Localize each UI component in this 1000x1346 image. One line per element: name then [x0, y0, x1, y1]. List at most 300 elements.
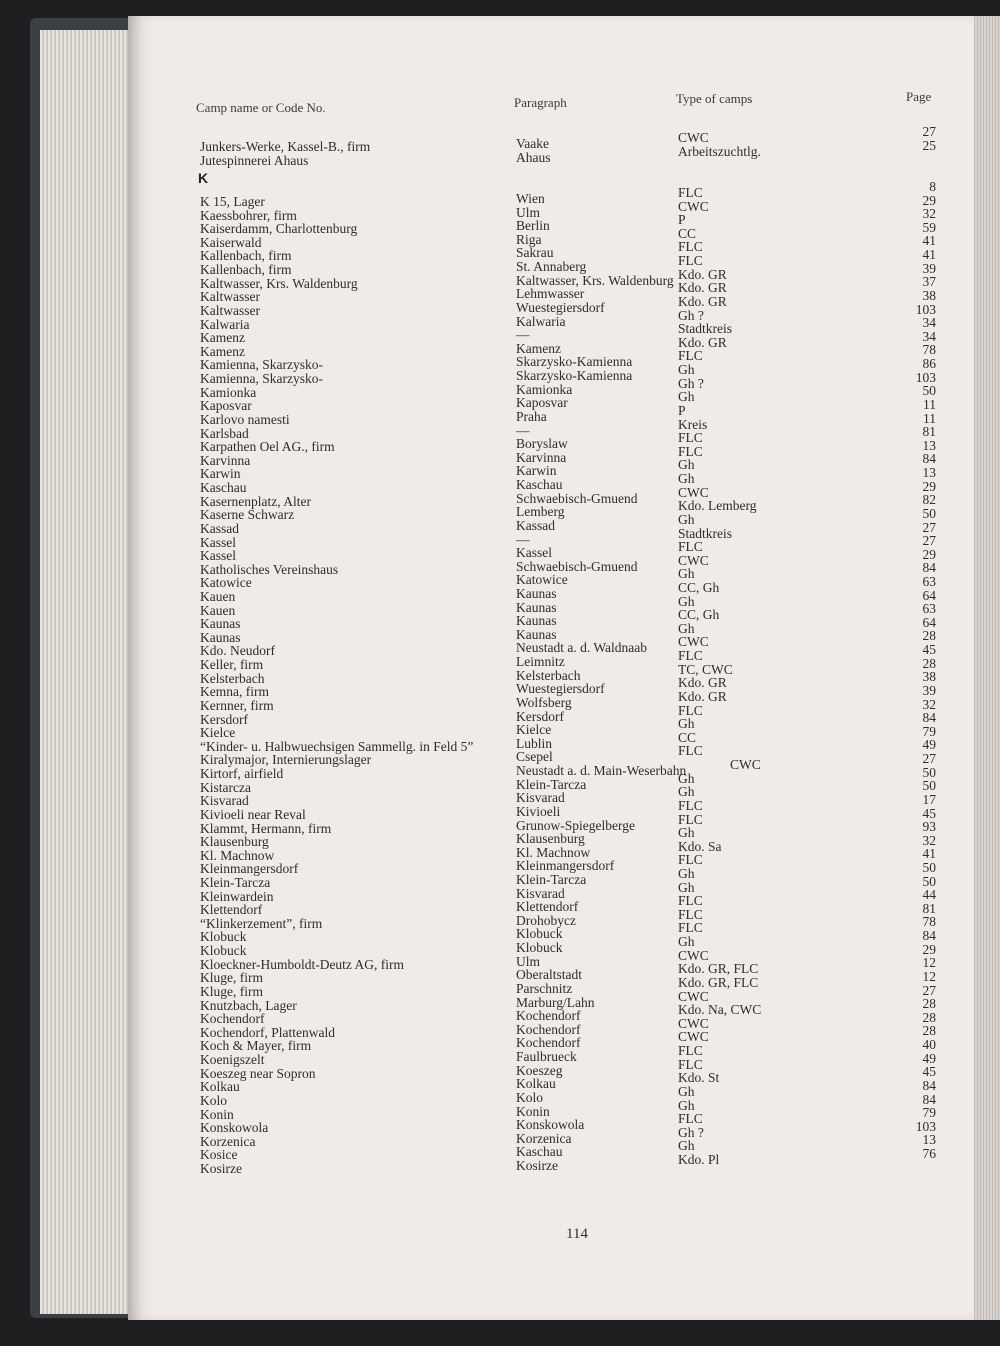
camp-type-cell: Gh ?: [678, 1124, 704, 1140]
paragraph-cell: Marburg/Lahn: [516, 994, 595, 1010]
camp-name-cell: Kleinwardein: [200, 888, 274, 904]
camp-name-cell: Kassel: [200, 534, 236, 550]
camp-name-cell: Kaltwasser: [200, 289, 260, 305]
paragraph-cell: Kisvarad: [516, 790, 565, 806]
camp-name-cell: Kirtorf, airfield: [200, 766, 284, 782]
paragraph-cell: Kassad: [516, 517, 555, 533]
camp-name-cell: Kernner, firm: [200, 697, 274, 713]
camp-type-cell: Kdo. GR, FLC: [678, 974, 759, 990]
page-cell: 34: [922, 315, 936, 331]
page-cell: 78: [922, 914, 936, 930]
camp-type-cell: FLC: [678, 893, 703, 909]
camp-type-cell: FLC: [678, 811, 703, 827]
camp-name-cell: Kivioeli near Reval: [200, 806, 306, 822]
camp-name-cell: Kalwaria: [200, 316, 250, 332]
paragraph-cell: Kassel: [516, 545, 552, 561]
paragraph-cell: Kaunas: [516, 585, 557, 601]
paragraph-cell: Kalwaria: [516, 313, 566, 329]
camp-type-cell: FLC: [678, 797, 703, 813]
camp-type-cell: Gh: [678, 1083, 695, 1099]
paragraph-cell: Katowice: [516, 572, 568, 588]
camp-name-cell: Kaschau: [200, 480, 247, 496]
camp-type-cell: FLC: [678, 253, 703, 269]
paragraph-cell: Konskowola: [516, 1117, 585, 1133]
camp-type-cell: Gh ?: [678, 307, 704, 323]
camp-name-cell: Kluge, firm: [200, 970, 263, 986]
camp-name-cell: Kamenz: [200, 343, 245, 359]
paragraph-cell: Schwaebisch-Gmuend: [516, 558, 638, 574]
page-cell: 45: [922, 805, 936, 821]
camp-type-cell: CC, Gh: [678, 607, 720, 623]
page-cell: 103: [915, 1118, 936, 1134]
camp-name-cell: Kelsterbach: [200, 670, 265, 686]
paragraph-cell: Wien: [516, 191, 545, 206]
camp-type-cell: Kdo. Na, CWC: [678, 1002, 762, 1018]
paragraph-cell: Boryslaw: [516, 436, 568, 452]
page-cell: 84: [922, 928, 936, 944]
camp-type-cell: Kdo. Pl: [678, 1152, 720, 1168]
page-cell: 13: [922, 465, 936, 481]
camp-type-cell: CC, Gh: [678, 579, 720, 595]
page-cell: 29: [922, 192, 936, 208]
page-cell: 38: [922, 287, 936, 303]
camp-name-cell: Koch & Mayer, firm: [200, 1038, 312, 1054]
camp-type-cell: Gh: [678, 362, 695, 378]
paragraph-cell: Csepel: [516, 749, 553, 765]
page-number: 114: [566, 1226, 588, 1242]
camp-type-cell: Gh: [678, 471, 695, 487]
page-cell: 103: [915, 301, 936, 317]
camp-name-cell: Kl. Machnow: [200, 847, 275, 863]
camp-name-cell: Kemna, firm: [200, 684, 269, 700]
camp-name-cell: Kaserne Schwarz: [200, 507, 295, 523]
paragraph-cell: Oberaltstadt: [516, 967, 582, 983]
camp-type-cell: Gh: [678, 934, 695, 950]
camp-name-cell: Kallenbach, firm: [200, 248, 292, 264]
camp-type-cell: Gh: [678, 879, 695, 895]
camp-type-cell: Gh: [678, 770, 695, 786]
camp-name-cell: Karvinna: [200, 452, 251, 468]
camp-name-cell: Kolo: [200, 1092, 227, 1108]
page-cell: 81: [922, 424, 936, 440]
camp-type-cell: Gh: [678, 1138, 695, 1154]
paragraph-cell: Kolkau: [516, 1076, 556, 1092]
paragraph-cell: Klausenburg: [516, 831, 585, 847]
page-cell: 45: [922, 1064, 936, 1080]
page-cell: 40: [922, 1037, 936, 1053]
paragraph-cell: Grunow-Spiegelberge: [516, 817, 635, 833]
camp-type-cell: CWC: [678, 947, 709, 963]
paragraph-cell: Klein-Tarcza: [516, 872, 587, 887]
paragraph-cell: Kochendorf: [516, 1008, 581, 1024]
paragraph-cell: —: [516, 422, 530, 438]
header-page: Page: [906, 89, 932, 104]
camp-type-cell: FLC: [678, 1043, 703, 1059]
camp-type-cell: Kdo. GR: [678, 293, 727, 309]
camp-type-cell: CWC: [678, 484, 709, 500]
camp-name-cell: Klobuck: [200, 943, 247, 959]
table-row: [200, 124, 936, 154]
paragraph-cell: Kamionka: [516, 381, 573, 397]
header-camp-name: Camp name or Code No.: [196, 100, 326, 115]
camp-name-cell: Klobuck: [200, 929, 247, 945]
camp-type-cell: FLC: [678, 648, 703, 664]
paragraph-cell: St. Annaberg: [516, 259, 587, 275]
page-cell: 27: [922, 519, 936, 535]
camp-name-cell: “Kinder- u. Halbwuechsigen Sammellg. in Feld 5”: [200, 738, 474, 754]
camp-name-cell: “Klinkerzement”, firm: [200, 915, 323, 931]
page-cell: 63: [922, 601, 936, 617]
camp-type-cell: CWC: [678, 552, 709, 568]
page-cell: 28: [922, 996, 936, 1012]
camp-name-cell: Klettendorf: [200, 902, 263, 918]
paragraph-cell: Wolfsberg: [516, 694, 572, 710]
camp-type-cell: P: [678, 402, 686, 418]
page-cell: 45: [922, 642, 936, 658]
paragraph-cell: Wuestegiersdorf: [516, 681, 605, 697]
camp-type-cell: FLC: [678, 185, 703, 200]
paragraph-cell: Kielce: [516, 722, 552, 738]
paragraph-cell: Kamenz: [516, 340, 561, 356]
page-cell: 27: [922, 982, 936, 998]
page-cell: 84: [922, 1077, 936, 1093]
camp-name-cell: Kasernenplatz, Alter: [200, 493, 311, 509]
camp-type-cell: FLC: [678, 852, 703, 868]
paragraph-cell: Kl. Machnow: [516, 844, 591, 860]
camp-name-cell: Katowice: [200, 575, 252, 591]
camp-type-cell: Gh ?: [678, 375, 704, 391]
camp-name-cell: Kauen: [200, 588, 236, 604]
paragraph-cell: Ahaus: [516, 149, 551, 165]
paragraph-cell: Kivioeli: [516, 803, 561, 819]
camp-name-cell: Kosirze: [200, 1161, 242, 1177]
camp-type-cell: Arbeitszuchtlg.: [678, 143, 761, 159]
page-cell: 59: [922, 219, 936, 235]
camp-name-cell: Kallenbach, firm: [200, 262, 292, 278]
camp-name-cell: Knutzbach, Lager: [200, 997, 297, 1013]
camp-type-cell: Kdo. Lemberg: [678, 498, 757, 514]
camp-type-cell: FLC: [678, 743, 703, 759]
paragraph-cell: Kolo: [516, 1089, 543, 1105]
camp-name-cell: Kaunas: [200, 616, 241, 632]
paragraph-cell: Kleinmangersdorf: [516, 858, 615, 874]
camp-name-cell: Klein-Tarcza: [200, 875, 271, 890]
camp-name-cell: Kosice: [200, 1147, 238, 1163]
camp-name-cell: Kersdorf: [200, 711, 248, 727]
paragraph-cell: Ulm: [516, 953, 541, 969]
camp-name-cell: Karlsbad: [200, 425, 249, 441]
paragraph-cell: Neustadt a. d. Main-Weserbahn: [516, 763, 687, 779]
paragraph-cell: Neustadt a. d. Waldnaab: [516, 640, 647, 656]
paragraph-cell: Kelsterbach: [516, 667, 581, 683]
page-cell: 39: [922, 260, 936, 276]
page-cell: 12: [922, 968, 936, 984]
camp-type-cell: FLC: [678, 443, 703, 459]
page-cell: 103: [915, 369, 936, 385]
camp-type-cell: CWC: [730, 757, 761, 773]
paragraph-cell: Kosirze: [516, 1158, 558, 1174]
camp-name-cell: Koeszeg near Sopron: [200, 1065, 316, 1081]
page-cell: 34: [922, 328, 936, 344]
camp-name-cell: Kluge, firm: [200, 983, 263, 999]
page-cell: 32: [922, 832, 936, 848]
camp-name-cell: Kaposvar: [200, 398, 252, 414]
page-cell: 28: [922, 1023, 936, 1039]
camp-type-cell: CC: [678, 225, 697, 241]
camp-type-cell: FLC: [678, 239, 703, 255]
camp-type-cell: Gh: [678, 389, 695, 405]
page-stack-right: [972, 16, 1000, 1320]
paragraph-cell: Lemberg: [516, 504, 565, 520]
camp-type-cell: Gh: [678, 866, 695, 881]
header-type: Type of camps: [676, 91, 753, 106]
camp-type-cell: CWC: [678, 130, 709, 145]
page-cell: 41: [922, 233, 936, 249]
camp-name-cell: Kleinmangersdorf: [200, 861, 299, 877]
page-cell: 78: [922, 342, 936, 358]
camp-type-cell: Kdo. GR: [678, 675, 727, 691]
paragraph-cell: Klein-Tarcza: [516, 776, 587, 792]
paragraph-cell: Riga: [516, 231, 542, 247]
camp-type-cell: FLC: [678, 1111, 703, 1127]
camp-type-cell: Kreis: [678, 416, 708, 432]
page-cell: 50: [922, 778, 936, 794]
page-cell: 84: [922, 1091, 936, 1107]
page-cell: 79: [922, 1105, 936, 1121]
camp-name-cell: K 15, Lager: [200, 194, 265, 209]
page-cell: 13: [922, 1132, 936, 1148]
page-cell: 50: [922, 860, 936, 875]
paragraph-cell: Kisvarad: [516, 885, 565, 901]
header-paragraph: Paragraph: [514, 95, 567, 110]
camp-type-cell: CWC: [678, 1029, 709, 1045]
camp-name-cell: Kaltwasser, Krs. Waldenburg: [200, 275, 358, 291]
page-cell: 29: [922, 941, 936, 957]
page-cell: 50: [922, 873, 936, 889]
paragraph-cell: —: [516, 327, 530, 343]
page-cell: 27: [922, 751, 936, 767]
paragraph-cell: Klobuck: [516, 926, 563, 942]
camp-type-cell: Gh: [678, 566, 695, 582]
page-cell: 84: [922, 560, 936, 576]
page-cell: 8: [929, 179, 936, 194]
page-cell: 93: [922, 819, 936, 835]
page-cell: 17: [922, 791, 936, 807]
paragraph-cell: Konin: [516, 1103, 550, 1119]
camp-type-cell: Stadtkreis: [678, 525, 732, 541]
page-cell: 28: [922, 628, 936, 644]
camp-type-cell: FLC: [678, 906, 703, 922]
camp-name-cell: Kaltwasser: [200, 302, 260, 318]
paragraph-cell: Klobuck: [516, 940, 563, 956]
camp-type-cell: FLC: [678, 430, 703, 446]
camp-type-cell: Kdo. GR: [678, 280, 727, 296]
page-stack-left: [40, 30, 140, 1314]
page-cell: 11: [923, 396, 936, 412]
camp-name-cell: Karpathen Oel AG., firm: [200, 439, 335, 455]
camp-name-cell: Kaunas: [200, 629, 241, 645]
camp-name-cell: Karlovo namesti: [200, 411, 290, 427]
camp-type-cell: CWC: [678, 634, 709, 650]
page-cell: 84: [922, 710, 936, 726]
page-cell: 27: [922, 124, 936, 139]
paragraph-cell: Lublin: [516, 735, 552, 751]
camp-name-cell: Korzenica: [200, 1133, 256, 1149]
page-cell: 38: [922, 669, 936, 685]
page-cell: 50: [922, 764, 936, 780]
camp-name-cell: Kaessbohrer, firm: [200, 207, 297, 223]
paragraph-cell: Lehmwasser: [516, 286, 585, 302]
camp-type-cell: Stadtkreis: [678, 321, 732, 337]
camp-name-cell: Kamienna, Skarzysko-: [200, 371, 323, 387]
page-cell: 64: [922, 587, 936, 603]
paragraph-cell: Klettendorf: [516, 899, 579, 915]
paragraph-cell: Leimnitz: [516, 654, 565, 670]
camp-type-cell: Gh: [678, 457, 695, 473]
page-cell: 82: [922, 492, 936, 508]
paragraph-cell: Skarzysko-Kamienna: [516, 354, 633, 370]
camp-type-cell: Gh: [678, 716, 695, 732]
camp-type-cell: CC: [678, 729, 697, 745]
camp-type-cell: FLC: [678, 702, 703, 718]
page-cell: 28: [922, 655, 936, 671]
page-cell: 39: [922, 682, 936, 698]
paragraph-cell: Berlin: [516, 218, 550, 234]
page-cell: 32: [922, 206, 936, 222]
paragraph-cell: Wuestegiersdorf: [516, 299, 605, 315]
camp-name-cell: Kdo. Neudorf: [200, 643, 275, 659]
camp-type-cell: Gh: [678, 511, 695, 527]
paragraph-cell: Kochendorf: [516, 1021, 581, 1037]
page-cell: 49: [922, 737, 936, 753]
camp-type-cell: CWC: [678, 198, 709, 214]
camp-name-cell: Kochendorf, Plattenwald: [200, 1024, 335, 1040]
paragraph-cell: Korzenica: [516, 1130, 572, 1146]
camp-type-cell: Kdo. GR: [678, 688, 727, 704]
camp-type-cell: Kdo. GR: [678, 334, 727, 350]
camp-name-cell: Kistarcza: [200, 779, 251, 795]
page-cell: 41: [922, 247, 936, 263]
page-cell: 63: [922, 573, 936, 589]
camp-name-cell: Kauen: [200, 602, 236, 618]
camp-type-cell: CWC: [678, 988, 709, 1004]
camp-name-cell: Keller, firm: [200, 657, 264, 673]
camp-name-cell: Kamionka: [200, 384, 257, 400]
page-cell: 76: [922, 1146, 936, 1162]
camp-type-cell: Kdo. Sa: [678, 838, 722, 854]
camp-name-cell: Kaiserwald: [200, 234, 262, 250]
page-cell: 12: [922, 955, 936, 971]
paragraph-cell: Faulbrueck: [516, 1049, 577, 1065]
paragraph-cell: Praha: [516, 408, 547, 424]
paragraph-cell: Kochendorf: [516, 1035, 581, 1051]
page-cell: 84: [922, 451, 936, 467]
camp-type-cell: Gh: [678, 620, 695, 636]
camp-type-cell: Gh: [678, 1097, 695, 1113]
camp-name-cell: Kassad: [200, 520, 239, 536]
page-cell: 13: [922, 437, 936, 453]
camp-type-cell: FLC: [678, 348, 703, 364]
camp-name-cell: Kisvarad: [200, 793, 249, 809]
camp-name-cell: Klausenburg: [200, 834, 269, 850]
camp-name-cell: Kamenz: [200, 330, 245, 346]
camp-name-cell: Jutespinnerei Ahaus: [200, 152, 309, 168]
paragraph-cell: Kaltwasser, Krs. Waldenburg: [516, 272, 674, 288]
page-cell: 32: [922, 696, 936, 712]
paragraph-cell: Ulm: [516, 204, 541, 220]
page-cell: 11: [923, 410, 936, 426]
paragraph-cell: Karvinna: [516, 449, 567, 465]
paragraph-cell: Kaunas: [516, 599, 557, 615]
camp-name-cell: Katholisches Vereinshaus: [200, 561, 339, 577]
page-cell: 28: [922, 1009, 936, 1025]
page-cell: 64: [922, 614, 936, 630]
paragraph-cell: Skarzysko-Kamienna: [516, 368, 633, 384]
paragraph-cell: Drohobycz: [516, 912, 576, 928]
camp-name-cell: Kloeckner-Humboldt-Deutz AG, firm: [200, 956, 405, 972]
page-cell: 29: [922, 478, 936, 494]
page-cell: 25: [922, 137, 936, 153]
table-row: [200, 179, 936, 209]
paragraph-cell: Parschnitz: [516, 980, 573, 996]
page-cell: 29: [922, 546, 936, 562]
camp-name-cell: Klammt, Hermann, firm: [200, 820, 332, 836]
camp-name-cell: Karwin: [200, 466, 241, 482]
camp-type-cell: FLC: [678, 539, 703, 555]
paragraph-cell: Koeszeg: [516, 1062, 563, 1078]
camp-name-cell: Konin: [200, 1106, 234, 1122]
paragraph-cell: Kaschau: [516, 1144, 563, 1160]
camp-type-cell: FLC: [678, 1056, 703, 1072]
camp-type-cell: TC, CWC: [678, 661, 733, 677]
camp-name-cell: Kielce: [200, 725, 236, 741]
page-cell: 86: [922, 356, 936, 372]
paragraph-cell: Kaunas: [516, 613, 557, 629]
paragraph-cell: —: [516, 531, 530, 547]
camp-type-cell: FLC: [678, 920, 703, 936]
camp-name-cell: Kiralymajor, Internierungslager: [200, 752, 372, 768]
camp-name-cell: Konskowola: [200, 1120, 269, 1136]
page-cell: 49: [922, 1050, 936, 1066]
camp-type-cell: Gh: [678, 784, 695, 800]
camp-name-cell: Kolkau: [200, 1079, 240, 1095]
camp-type-cell: Kdo. GR: [678, 266, 727, 282]
paragraph-cell: Karwin: [516, 463, 557, 479]
camp-type-cell: CWC: [678, 1015, 709, 1031]
paragraph-cell: Vaake: [516, 136, 549, 151]
camp-type-cell: Kdo. St: [678, 1070, 720, 1086]
paragraph-cell: Kaschau: [516, 477, 563, 493]
page-cell: 27: [922, 533, 936, 549]
page-cell: 37: [922, 274, 936, 290]
camp-name-cell: Koenigszelt: [200, 1052, 265, 1068]
page-cell: 50: [922, 383, 936, 399]
camp-type-cell: Gh: [678, 593, 695, 609]
camp-name-cell: Junkers-Werke, Kassel-B., firm: [200, 139, 371, 154]
page-cell: 44: [922, 887, 936, 903]
page-cell: 50: [922, 505, 936, 521]
camp-name-cell: Kochendorf: [200, 1011, 265, 1027]
page-cell: 41: [922, 846, 936, 862]
paragraph-cell: Kersdorf: [516, 708, 564, 724]
section-letter: K: [198, 170, 209, 186]
camp-type-cell: Gh: [678, 825, 695, 841]
camp-type-cell: Kdo. GR, FLC: [678, 961, 759, 977]
camp-name-cell: Kaiserdamm, Charlottenburg: [200, 221, 358, 237]
page-cell: 79: [922, 723, 936, 739]
camp-type-cell: P: [678, 212, 686, 228]
camp-name-cell: Kassel: [200, 548, 236, 564]
